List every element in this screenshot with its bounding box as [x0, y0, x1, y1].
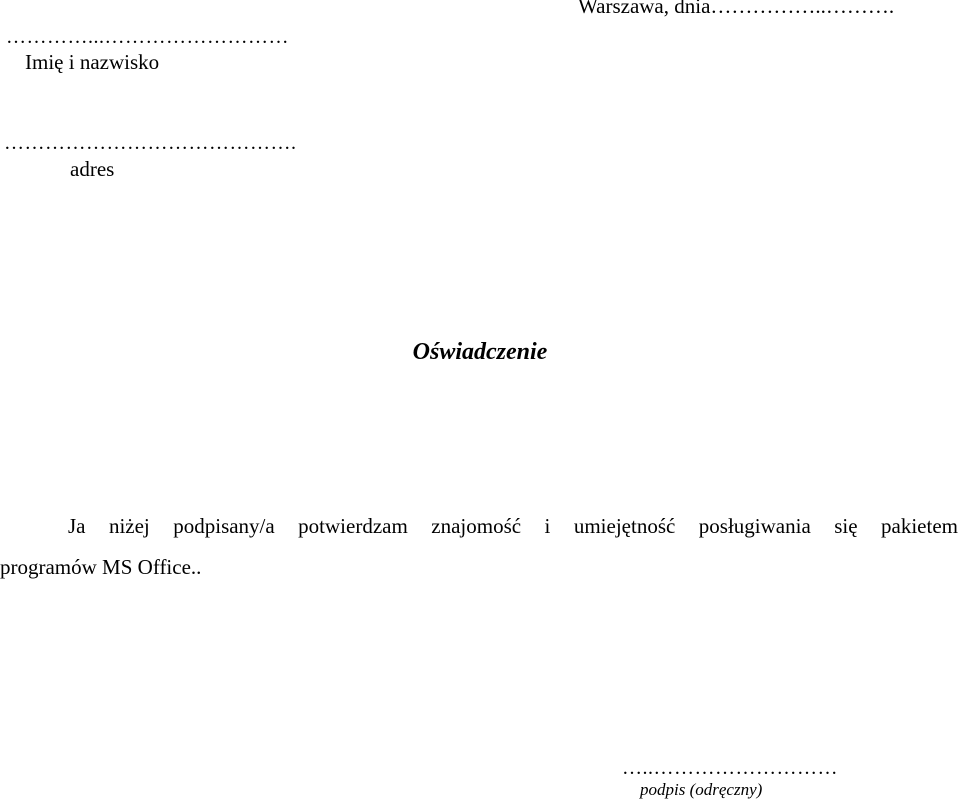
- address-label: adres: [70, 157, 115, 181]
- address-fill-line: …………………………………….: [4, 132, 297, 154]
- statement-paragraph: [0, 506, 960, 588]
- signature-label: podpis (odręczny): [640, 780, 763, 799]
- date-line: Warszawa, dnia……………..……….: [578, 0, 895, 18]
- signature-fill-line: …..………………………: [622, 757, 838, 779]
- name-label: Imię i nazwisko: [25, 50, 160, 74]
- statement-line-1: Ja niżej podpisany/a potwierdzam znajomość i umiejętność posługiwania się pakietem: [68, 514, 958, 538]
- statement-line-2: programów MS Office..: [0, 555, 202, 579]
- name-fill-line: …………...………………………: [6, 26, 289, 48]
- document-title: Oświadczenie: [412, 339, 548, 365]
